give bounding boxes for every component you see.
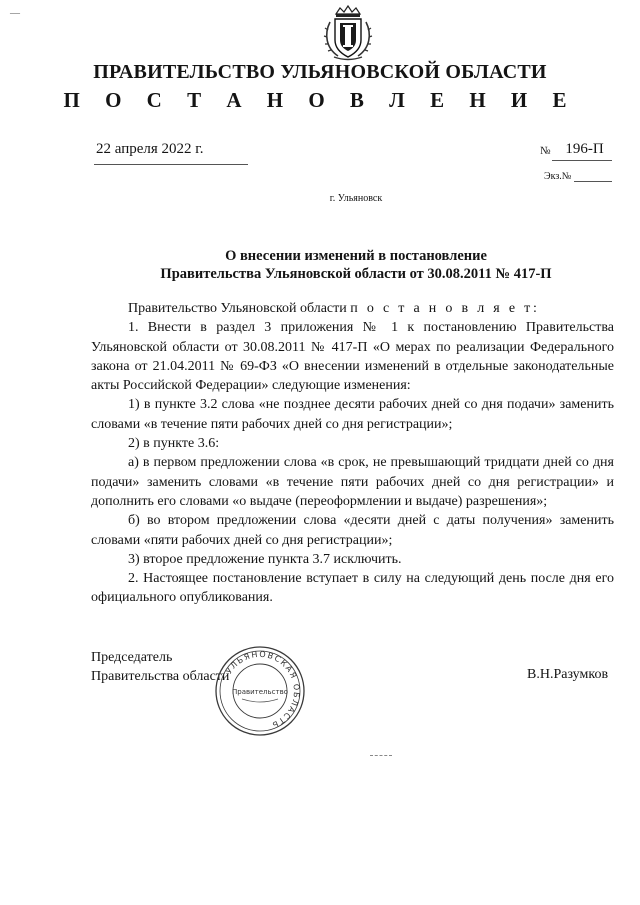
paragraph-2: 2. Настоящее постановление вступает в силу на следующий день после дня его официального опубликования. xyxy=(91,571,614,606)
intro-subject: Правительство Ульяновской области xyxy=(128,301,347,316)
subject-line-1: О внесении изменений в постановление xyxy=(225,248,487,264)
signatory-name: В.Н.Разумков xyxy=(527,667,609,682)
paragraph-1-1: 1) в пункте 3.2 слова «не позднее десяти рабочих дней со дня подачи» заменить словами «в течение пяти рабочих дней со дня регистрации»; xyxy=(91,397,614,432)
copy-number-label: Экз.№ xyxy=(544,171,572,182)
svg-text:Правительство: Правительство xyxy=(232,688,288,696)
date-underline xyxy=(94,164,248,165)
coat-of-arms-icon xyxy=(320,4,376,62)
official-seal-icon xyxy=(212,643,308,739)
position-line-1: Председатель xyxy=(91,650,173,665)
signatory-position xyxy=(91,648,229,686)
document-subject xyxy=(0,247,640,283)
paragraph-1-2: 2) в пункте 3.6: xyxy=(128,436,220,452)
document-date: 22 апреля 2022 г. xyxy=(96,141,204,157)
corner-mark: — xyxy=(10,8,20,19)
copy-number-underline xyxy=(574,181,612,182)
paragraph-1: 1. Внести в раздел 3 приложения № 1 к постановлению Правительства Ульяновской области от 30.08.2011 № 417-П «О мерах по реализации Федерального закона от 21.04.2011 № 69-ФЗ «О внесении изменений в отдельные законодательные акты Российской Федерации» следующие изменения: xyxy=(91,320,614,394)
document-type: П О С Т А Н О В Л Е Н И Е xyxy=(63,88,577,112)
document-body xyxy=(91,299,614,608)
city: г. Ульяновск xyxy=(329,193,383,204)
scan-mark xyxy=(370,755,392,756)
paragraph-1-2-a: а) в первом предложении слова «в срок, не превышающий тридцати дней со дня подачи» заменить словами «в течение пяти рабочих дней со дня регистрации» и дополнить его словами «о выдаче (переоформлении и выдаче) разрешения»; xyxy=(91,455,614,509)
svg-text:УЛЬЯНОВСКАЯ ОБЛАСТЬ: УЛЬЯНОВСКАЯ ОБЛАСТЬ xyxy=(224,649,302,730)
subject-line-2: Правительства Ульяновской области от 30.08.2011 № 417-П xyxy=(160,266,552,282)
intro-paragraph xyxy=(91,299,614,318)
number-underline xyxy=(552,160,612,161)
paragraph-1-3: 3) второе предложение пункта 3.7 исключить. xyxy=(128,551,402,567)
paragraph-1-2-b: б) во втором предложении слова «десяти дней с даты получения» заменить словами «пяти рабочих дней со дня регистрации»; xyxy=(91,513,614,548)
intro-verb: п о с т а н о в л я е т: xyxy=(350,301,540,316)
position-line-2: Правительства области xyxy=(91,669,230,684)
number-sign: № xyxy=(540,145,551,157)
government-title: ПРАВИТЕЛЬСТВО УЛЬЯНОВСКОЙ ОБЛАСТИ xyxy=(93,61,547,83)
document-number: 196-П xyxy=(565,141,604,157)
